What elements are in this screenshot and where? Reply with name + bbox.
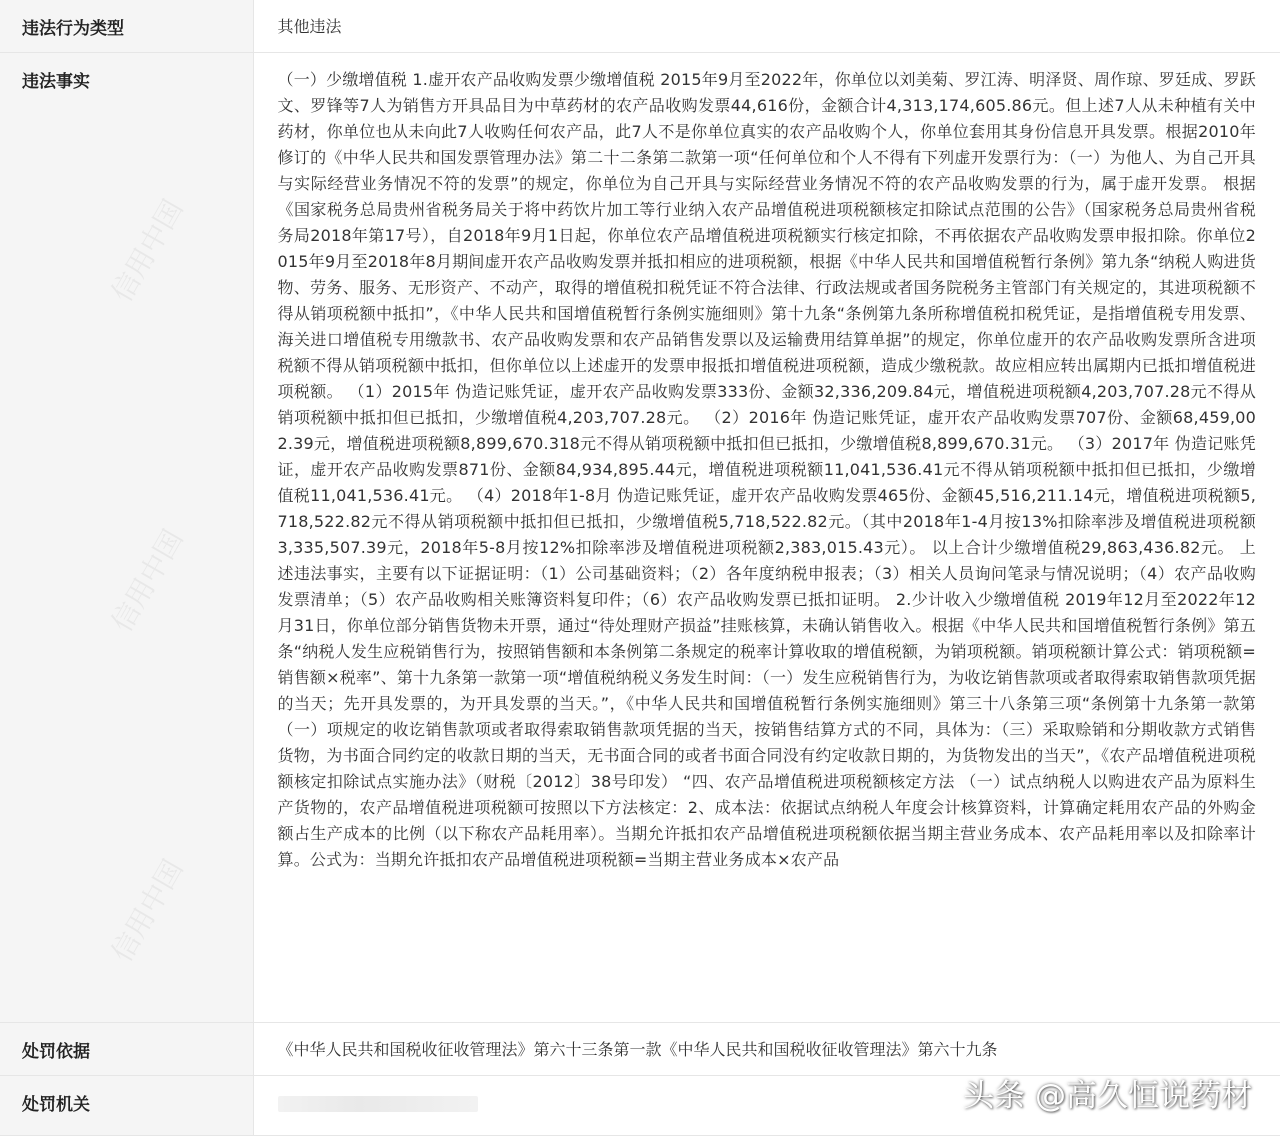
violation-facts-label: 违法事实 <box>0 52 253 1022</box>
row-violation-facts <box>0 52 1280 1022</box>
row-violation-type <box>0 0 1280 52</box>
penalty-organ-label: 处罚机关 <box>0 1075 253 1135</box>
penalty-basis-value: 《中华人民共和国税收征收管理法》第六十三条第一款《中华人民共和国税收征收管理法》第六十九条 <box>253 1022 1280 1075</box>
source-attribution: 头条 @高久恒说药材 <box>963 1078 1252 1114</box>
row-penalty-basis <box>0 1022 1280 1075</box>
violation-facts-text: （一）少缴增值税 1.虚开农产品收购发票少缴增值税 2015年9月至2022年，你单位以刘美菊、罗江涛、明泽贤、周作琼、罗廷成、罗跃文、罗锋等7人为销售方开具品目为中草药材的农产品收购发票44,616份，金额合计4,313,174,605.86元。但上述7人从未种植有关中药材，你单位也从未向此7人收购任何农产品，此7人不是你单位真实的农产品收购个人，你单位套用其身份信息开具发票。根据2010年修订的《中华人民共和国发票管理办法》第二十二条第二款第一项“任何单位和个人不得有下列虚开发票行为：（一）为他人、为自己开具与实际经营业务情况不符的发票”的规定，你单位为自己开具与实际经营业务情况不符的农产品收购发票的行为，属于虚开发票。 根据《国家税务总局贵州省税务局关于将中药饮片加工等行业纳入农产品增值税进项税额核定扣除试点范围的公告》（国家税务总局贵州省税务局2018年第17号），自2018年9月1日起，你单位农产品增值税进项税额实行核定扣除，不再依据农产品收购发票申报扣除。你单位2015年9月至2018年8月期间虚开农产品收购发票并抵扣相应的进项税额，根据《中华人民共和国增值税暂行条例》第九条“纳税人购进货物、劳务、服务、无形资产、不动产，取得的增值税扣税凭证不符合法律、行政法规或者国务院税务主管部门有关规定的，其进项税额不得从销项税额中抵扣”，《中华人民共和国增值税暂行条例实施细则》第十九条“条例第九条所称增值税扣税凭证，是指增值税专用发票、海关进口增值税专用缴款书、农产品收购发票和农产品销售发票以及运输费用结算单据”的规定，你单位虚开的农产品收购发票所含进项税额不得从销项税额中抵扣，但你单位以上述虚开的发票申报抵扣增值税进项税额，造成少缴税款。故应相应转出属期内已抵扣增值税进项税额。 （1）2015年 伪造记账凭证，虚开农产品收购发票333份、金额32,336,209.84元，增值税进项税额4,203,707.28元不得从销项税额中抵扣但已抵扣，少缴增值税4,203,707.28元。 （2）2016年 伪造记账凭证，虚开农产品收购发票707份、金额68,459,002.39元，增值税进项税额8,899,670.318元不得从销项税额中抵扣但已抵扣，少缴增值税8,899,670.31元。 （3）2017年 伪造记账凭证，虚开农产品收购发票871份、金额84,934,895.44元，增值税进项税额11,041,536.41元不得从销项税额中抵扣但已抵扣，少缴增值税11,041,536.41元。 （4）2018年1-8月 伪造记账凭证，虚开农产品收购发票465份、金额45,516,211.14元，增值税进项税额5,718,522.82元不得从销项税额中抵扣但已抵扣，少缴增值税5,718,522.82元。（其中2018年1-4月按13%扣除率涉及增值税进项税额3,335,507.39元，2018年5-8月按12%扣除率涉及增值税进项税额2,383,015.43元）。 以上合计少缴增值税29,863,436.82元。 上述违法事实，主要有以下证据证明：（1）公司基础资料；（2）各年度纳税申报表；（3）相关人员询问笔录与情况说明；（4）农产品收购发票清单；（5）农产品收购相关账簿资料复印件；（6）农产品收购发票已抵扣证明。 2.少计收入少缴增值税 2019年12月至2022年12月31日，你单位部分销售货物未开票，通过“待处理财产损益”挂账核算，未确认销售收入。根据《中华人民共和国增值税暂行条例》第五条“纳税人发生应税销售行为，按照销售额和本条例第二条规定的税率计算收取的增值税额，为销项税额。销项税额计算公式：销项税额=销售额×税率”、第十九条第一款第一项“增值税纳税义务发生时间：（一）发生应税销售行为，为收讫销售款项或者取得索取销售款项凭据的当天；先开具发票的，为开具发票的当天。”，《中华人民共和国增值税暂行条例实施细则》第三十八条第三项“条例第十九条第一款第（一）项规定的收讫销售款项或者取得索取销售款项凭据的当天，按销售结算方式的不同，具体为：（三）采取赊销和分期收款方式销售货物，为书面合同约定的收款日期的当天，无书面合同的或者书面合同没有约定收款日期的，为货物发出的当天”，《农产品增值税进项税额核定扣除试点实施办法》（财税〔2012〕38号印发） “四、农产品增值税进项税额核定方法 （一）试点纳税人以购进农产品为原料生产货物的，农产品增值税进项税额可按照以下方法核定：2、成本法：依据试点纳税人年度会计核算资料，计算确定耗用农产品的外购金额占生产成本的比例（以下称农产品耗用率）。当期允许抵扣农产品增值税进项税额依据当期主营业务成本、农产品耗用率以及扣除率计算。公式为：当期允许抵扣农产品增值税进项税额=当期主营业务成本×农产品 <box>277 69 1256 869</box>
violation-type-label: 违法行为类型 <box>0 0 253 52</box>
violation-type-value: 其他违法 <box>253 0 1280 52</box>
violation-facts-cell <box>253 52 1280 1022</box>
penalty-basis-label: 处罚依据 <box>0 1022 253 1075</box>
redacted-organ-name <box>278 1096 478 1112</box>
